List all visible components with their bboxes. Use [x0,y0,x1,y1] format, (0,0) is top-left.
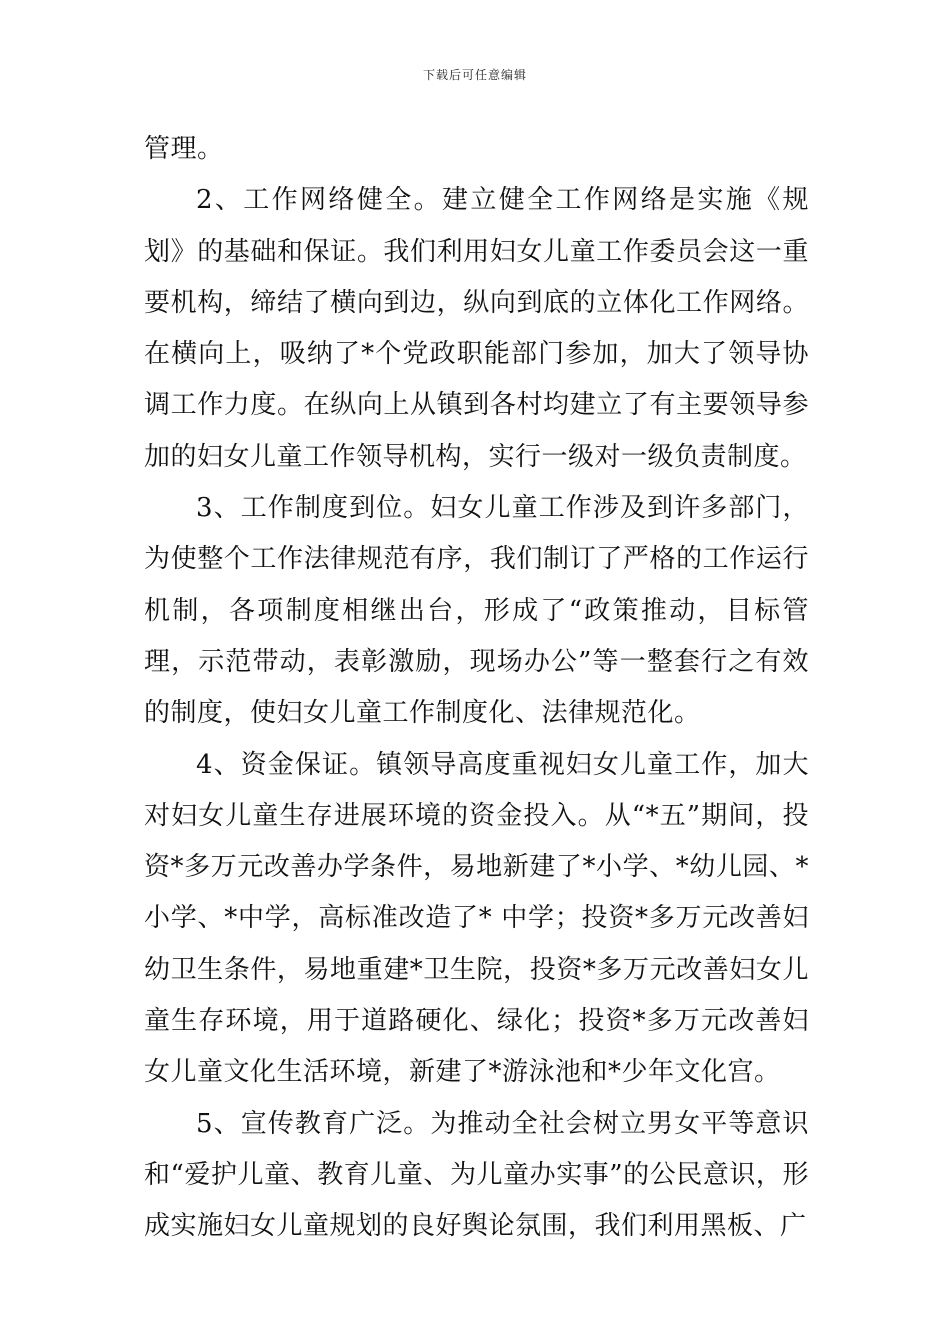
paragraph-publicity: 5、宣传教育广泛。为推动全社会树立男女平等意识和“爱护儿童、教育儿童、为儿童办实事”的公民意识，形成实施妇女儿童规划的良好舆论氛围，我们利用黑板、广 [144,1108,809,1242]
paragraph-funding: 4、资金保证。镇领导高度重视妇女儿童工作，加大对妇女儿童生存进展环境的资金投入。从“*五”期间，投资*多万元改善办学条件，易地新建了*小学、*幼儿园、*小学、*中学，高标准改造了* 中学；投资*多万元改善妇幼卫生条件，易地重建*卫生院，投资*多万元改善妇女儿童生存环境，用于道路硬化、绿化；投资*多万元改善妇女儿童文化生活环境，新建了*游泳池和*少年文化宫。 [144,749,809,1088]
paragraph-work-network: 2、工作网络健全。建立健全工作网络是实施《规划》的基础和保证。我们利用妇女儿童工作委员会这一重要机构，缔结了横向到边，纵向到底的立体化工作网络。在横向上，吸纳了*个党政职能部门参加，加大了领导协调工作力度。在纵向上从镇到各村均建立了有主要领导参加的妇女儿童工作领导机构，实行一级对一级负责制度。 [144,185,809,472]
document-body [144,124,809,1253]
paragraph-work-system: 3、工作制度到位。妇女儿童工作涉及到许多部门，为使整个工作法律规范有序，我们制订了严格的工作运行机制，各项制度相继出台，形成了“政策推动，目标管理，示范带动，表彰激励，现场办公”等一整套行之有效的制度，使妇女儿童工作制度化、法律规范化。 [144,493,809,729]
paragraph-continuation: 管理。 [144,134,224,164]
page-header: 下载后可任意编辑 [422,68,527,82]
